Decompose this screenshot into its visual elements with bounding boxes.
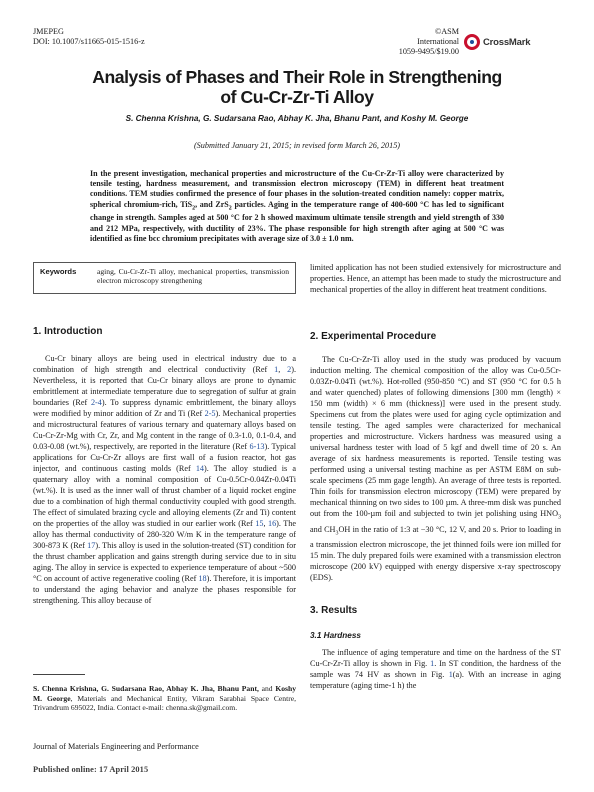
reference-link[interactable]: 15 (255, 519, 264, 528)
reference-link[interactable]: 14 (195, 464, 205, 473)
footnote-divider (33, 674, 85, 675)
author-affiliation: S. Chenna Krishna, G. Sudarsana Rao, Abhay K. Jha, Bhanu Pant, and Koshy M. George, Materials and Mechanical Entity, Vikram Sarabhai Space Centre, Trivandrum 695022, India. Contact e-mail: chenna.sk@gmail.com. (33, 684, 297, 713)
copyright-line: ©ASM International (417, 27, 459, 46)
submission-dates: (Submitted January 21, 2015; in revised form March 26, 2015) (193, 141, 401, 150)
keywords-text: aging, Cu-Cr-Zr-Ti alloy, mechanical properties, transmission electron microscopy strengthening (97, 267, 289, 286)
crossmark-icon (464, 34, 480, 50)
keywords-box (33, 262, 296, 294)
subsection-heading-hardness: 3.1 Hardness (310, 631, 361, 640)
published-online: Published online: 17 April 2015 (33, 765, 149, 774)
reference-link[interactable]: 17 (87, 541, 96, 550)
introduction-paragraph: Cu-Cr binary alloys are being used in electrical industry due to a combination of high strength and electrical conductivity (Ref 1, 2). Nevertheless, it is reported that Cu-Cr binary alloys are prone to dynamic embrittlement at intermediate temperature due to segregation of sulfur at grain boundaries (Ref 2-4). To suppress dynamic embrittlement, the binary alloys were modified by minor addition of Zr and Ti (Ref 2-5). Mechanical properties and microstructural features of various ternary and quaternary alloys based on Cu-Cr-Zr-Mg with Cr, Zr, and Mg content in the range of 0.3-1.0, 0.1-0.4, and 0.03-0.08 (wt.%), respectively, are reported in the literature (Ref 6-13). Typical applications for Cu-Cr-Zr alloys are first wall of a fusion reactor, hot gas injector, and continuous casting molds (Ref 14). The alloy studied is a quaternary alloy with a nominal composition of Cu-0.5Cr-0.04Zr-0.04Ti (wt.%). It is used as the inner wall of thrust chamber of a liquid rocket engine due to a combination of high thermal conductivity coupled with good strength. The effect of simulated brazing cycle and alloying elements (Zr and Ti) content on the properties of the alloy was studied in our earlier work (Ref 15, 16). The alloy has thermal conductivity of 280-320 W/m K in the temperature range of 300-873 K (Ref 17). This alloy is used in the solution-treated (ST) condition for the thrust chamber application and gains strength during service due to in situ aging. The alloy in service is expected to experience temperature of about ~500 °C on account of active regenerative cooling (Ref 18). Therefore, it is important to understand the aging behavior and analyze the phases responsible for strengthening. This alloy because of (33, 354, 297, 605)
reference-link[interactable]: 2-4 (90, 398, 102, 407)
reference-link[interactable]: 18 (198, 574, 207, 583)
experimental-paragraph: The Cu-Cr-Zr-Ti alloy used in the study was produced by vacuum induction melting. The chemical composition of the alloy was Cu-0.5Cr-0.03Zr-0.04Ti (wt.%). Hot-rolled (950-850 °C) and ST (950 °C for 0.5 h and water quenched) plates of following dimensions [300 mm (length) × 150 mm (width) × 6 mm (thickness)] were used in the present study. Specimens cut from the plates were used for aging cycle optimization and tensile testing. The aged samples were characterized for mechanical properties and microstructure. Vickers hardness was measured using a universal hardness tester with load of 5 kgf and dwell time of 20 s. An average of six hardness measurements is reported. Tensile testing was performed using a universal testing machine as per ASTM E8M on sub-scale specimens (25 mm gage length). An average of three tests is reported. Thin foils for transmission electron microscopy (TEM) were prepared by mechanical thinning on two sides to 100 µm. A three-mm disk was punched out from the 100-µm foil and subjected to twin jet polishing using $HNO_3$ and $CH_3OH$ in the ratio of 1:3 at −30 °C, 12 V, and 20 s. Prior to loading in a transmission electron microscope, the jet thinned foils were ion milled for 15 min. The duly prepared foils were examined with a transmission electron microscope (200 kV) equipped with energy dispersive x-ray spectroscopy (EDS). (310, 355, 561, 583)
reference-link[interactable]: 1 (274, 365, 279, 374)
running-header-left (33, 27, 145, 47)
section-heading-results: 3. Results (310, 605, 358, 616)
section-heading-introduction: 1. Introduction (33, 326, 103, 337)
reference-link[interactable]: 16 (267, 519, 277, 528)
crossmark-badge[interactable] (464, 34, 530, 50)
reference-link[interactable]: 1 (448, 670, 453, 679)
subscript: 3 (558, 514, 561, 521)
crossmark-label: CrossMark (483, 36, 531, 48)
keywords-label: Keywords (40, 267, 77, 276)
reference-link[interactable]: 2 (287, 365, 292, 374)
author-list: S. Chenna Krishna, G. Sudarsana Rao, Abhay K. Jha, Bhanu Pant, and Koshy M. George (125, 114, 469, 123)
journal-name: Journal of Materials Engineering and Performance (33, 742, 199, 751)
introduction-continued: limited application has not been studied extensively for microstructure and properties. Hence, an attempt has been made to study the microstructure and mechanical properties of the alloy in different heat treatment conditions. (310, 263, 561, 294)
section-heading-experimental: 2. Experimental Procedure (310, 331, 437, 342)
results-paragraph: The influence of aging temperature and time on the hardness of the ST Cu-Cr-Zr-Ti alloy is shown in Fig. 1. In ST condition, the hardness of the sample was 74 HV as shown in Fig. 1(a). With an increase in aging temperature (aging time-1 h) the (310, 648, 562, 690)
doi-link[interactable]: DOI: 10.1007/s11665-015-1516-z (33, 37, 145, 46)
subscript: 3 (335, 530, 339, 537)
abstract: In the present investigation, mechanical properties and microstructure of the Cu-Cr-Zr-Ti alloy were characterized by tensile testing, hardness measurement, and transmission electron microscopy (TEM) in different heat treatment conditions. TEM studies confirmed the presence of four phases in the solution-treated condition namely: copper matrix, spherical chromium-rich, TiS$_2$, and ZrS$_2$ particles. Aging in the temperature range of 400-600 °C has led to significant change in strength. Samples aged at 500 °C for 2 h showed maximum ultimate tensile strength and yield strength of 330 and 212 MPa, respectively, with ductility of 23%. The phase responsible for high strength after aging at 500 °C was identified as fine bcc chromium precipitates with average size of 3.0 ± 1.0 nm. (90, 169, 505, 243)
running-header-right (397, 27, 459, 57)
issn-price: 1059-9495/$19.00 (398, 47, 459, 56)
journal-abbreviation: JMEPEG (33, 27, 64, 36)
reference-link[interactable]: 6-13 (249, 442, 265, 451)
reference-link[interactable]: 2-5 (204, 409, 216, 418)
article-title: Analysis of Phases and Their Role in Strengthening of Cu-Cr-Zr-Ti Alloy (92, 67, 502, 107)
reference-link[interactable]: 1 (430, 659, 435, 668)
